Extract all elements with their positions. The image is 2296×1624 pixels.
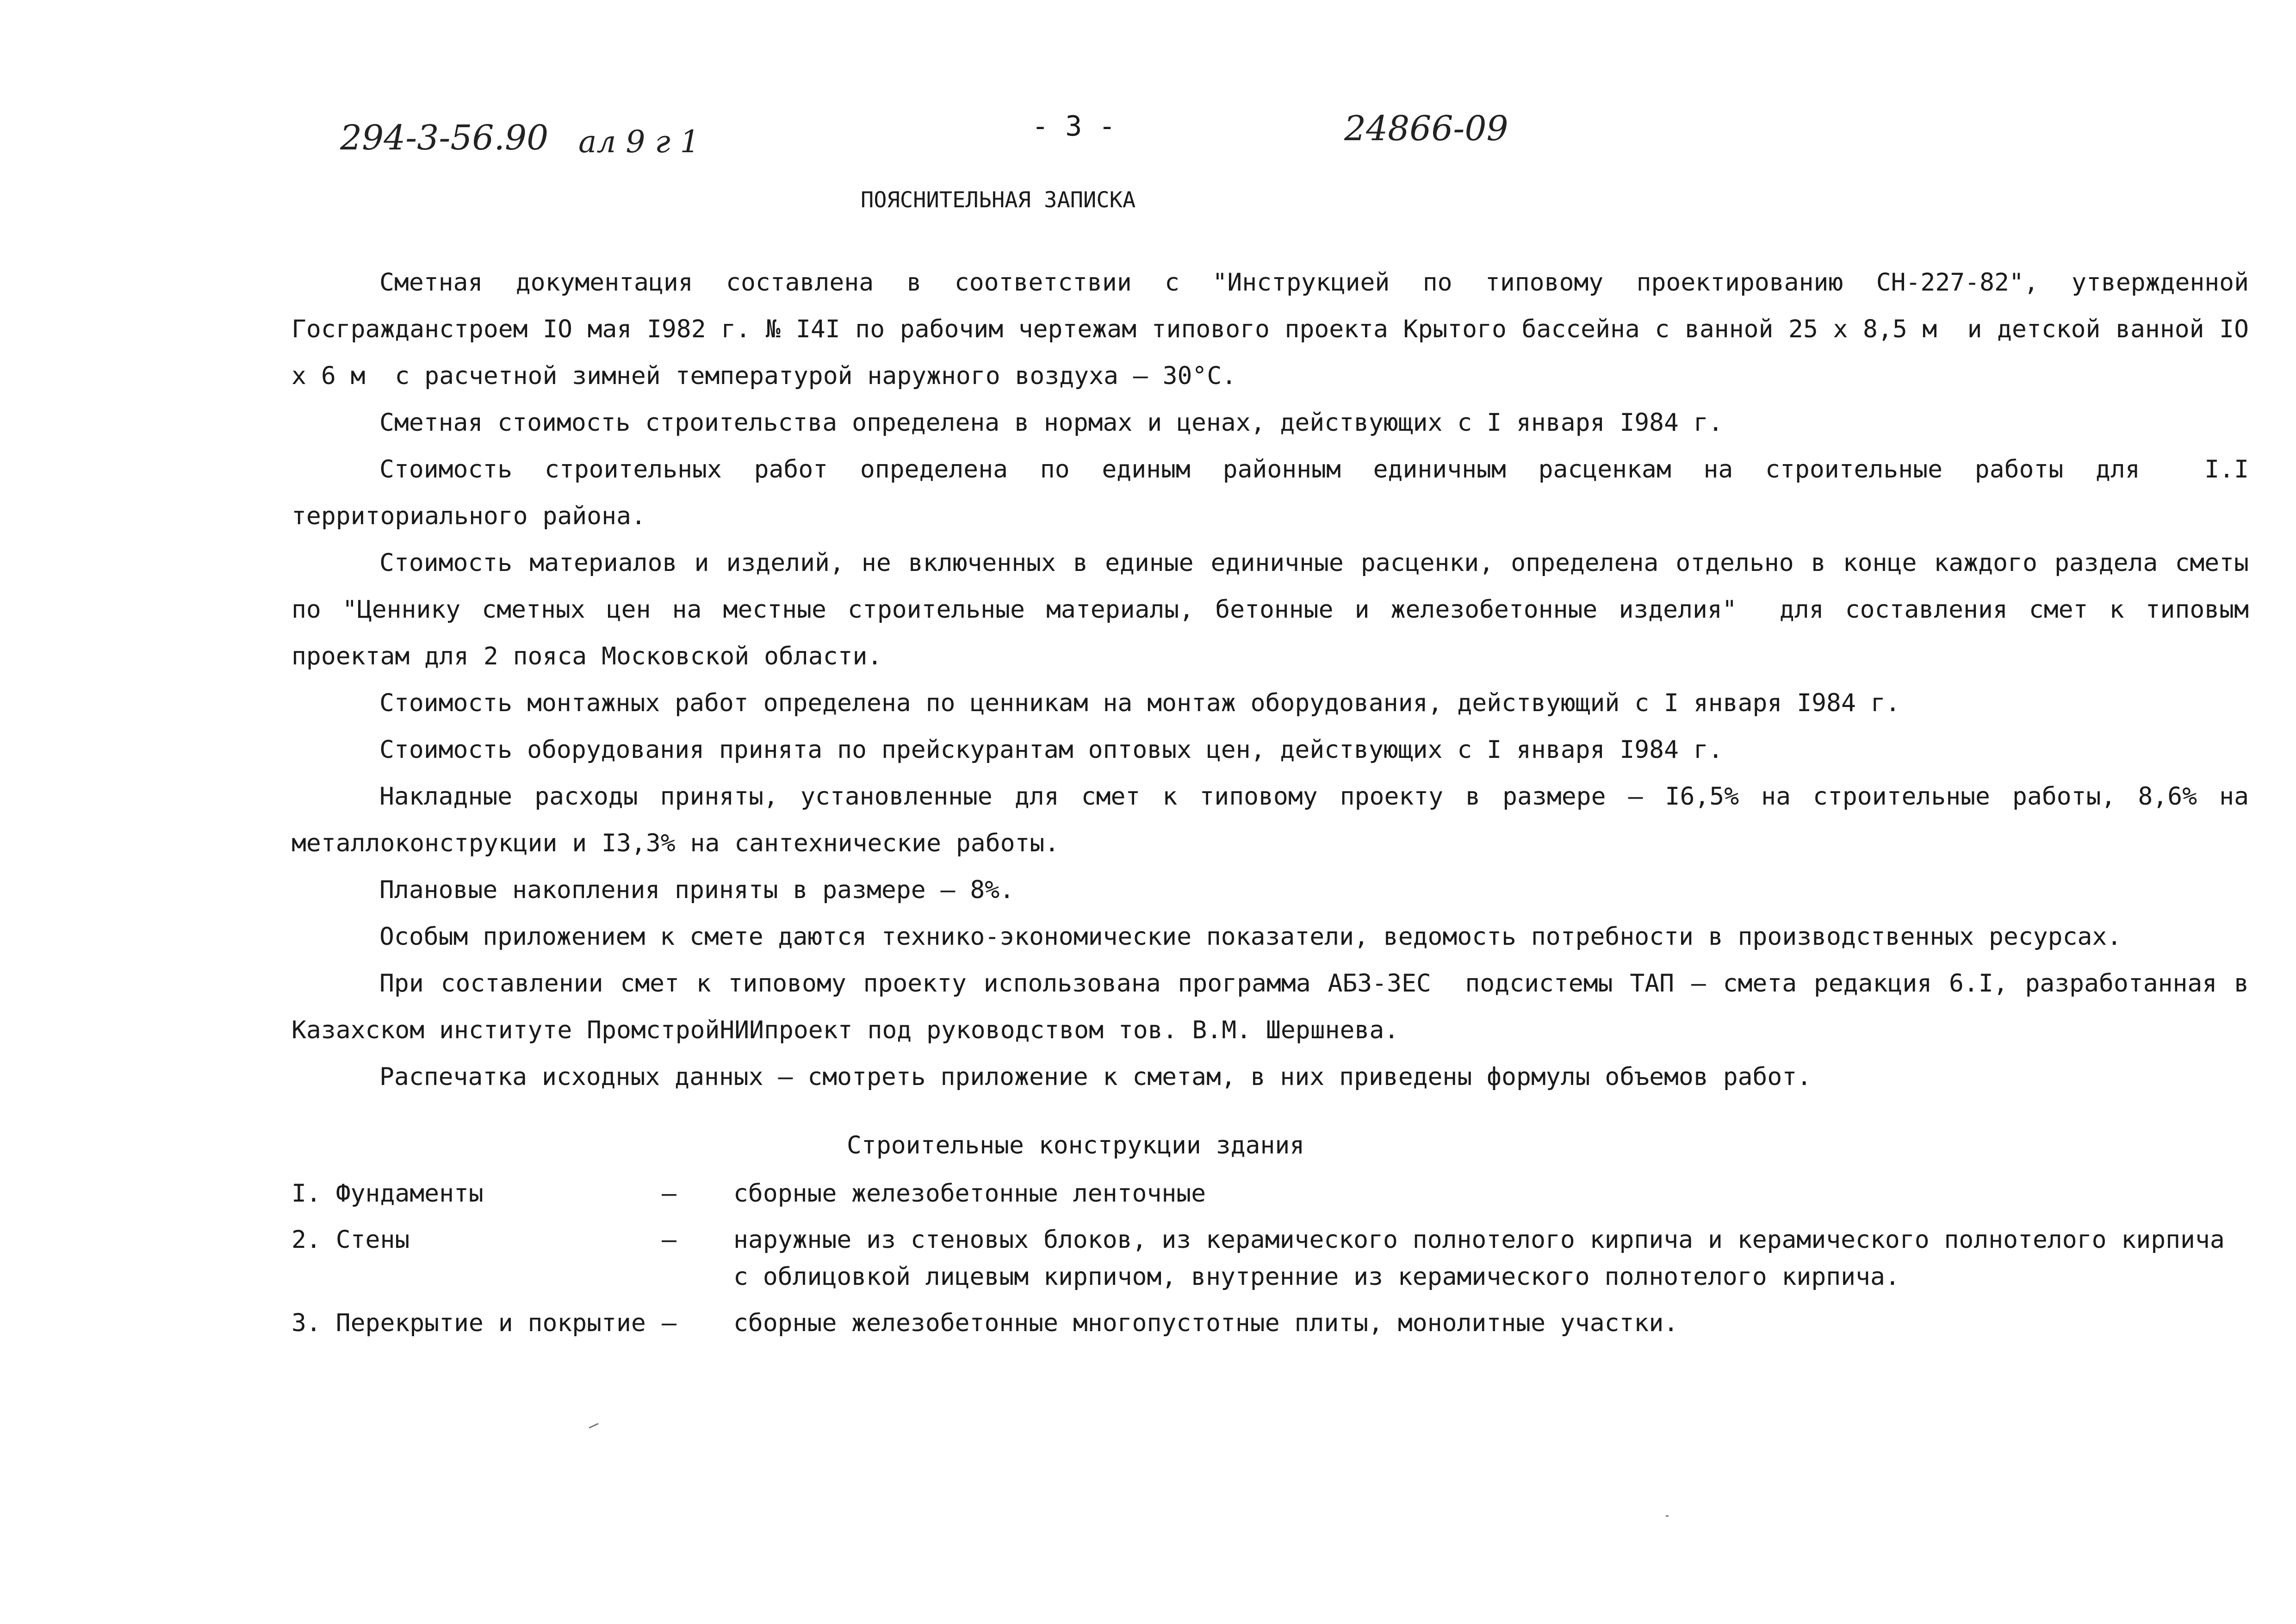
list-item [292,1305,2253,1342]
paragraph: Сметная документация составлена в соответствии с "Инструкцией по типовому проектированию СН-227-82", утвержденной Госгражданстроем IO мая I982 г. № I4I по рабочим чертежам типового проекта Крытого бассейна с ванной 25 х 8,5 м и детской ванной IO х 6 м с расчетной зимней температурой наружного воздуха – 30°С. [292,268,2264,390]
paragraph: Распечатка исходных данных – смотреть приложение к сметам, в них приведены формулы объемов работ. [379,1063,1812,1091]
paragraph: Стоимость строительных работ определена по единым районным единичным расценкам на строительные работы для I.I территориального района. [292,455,2278,530]
construction-name: 2. Стены [292,1226,410,1254]
list-item [292,1221,2253,1295]
construction-dash: – [662,1179,676,1208]
paragraph: При составлении смет к типовому проекту использована программа АБЗ-ЗЕС подсистемы ТАП – смета редакция 6.I, разработанная в Казахском институте ПромстройНИИпроект под руководством тов. В.М. Шершнева. [292,969,2264,1044]
page-title: ПОЯСНИТЕЛЬНАЯ ЗАПИСКА [861,187,1136,213]
paragraph: Накладные расходы приняты, установленные для смет к типовому проекту в размере – I6,5% на строительные работы, 8,6% на металлоконструкции и I3,3% на сантехнические работы. [292,782,2264,857]
construction-name: 3. Перекрытие и покрытие [292,1309,646,1337]
paragraph: Сметная стоимость строительства определена в нормах и ценах, действующих с I января I984 г. [379,409,1723,437]
construction-name: I. Фундаменты [292,1179,484,1208]
paragraph: Плановые накопления приняты в размере – 8%. [379,876,1015,904]
construction-description: сборные железобетонные многопустотные плиты, монолитные участки. [733,1309,1679,1337]
paragraph: Стоимость оборудования принята по прейскурантам оптовых цен, действующих с I января I984 г. [379,736,1723,764]
paragraph: Стоимость монтажных работ определена по ценникам на монтаж оборудования, действующий с I января I984 г. [379,689,1900,717]
handwritten-document-code: 24866-09 [1344,109,1508,149]
scan-speck [1666,1515,1669,1517]
paragraph: Стоимость материалов и изделий, не включенных в единые единичные расценки, определена отдельно в конце каждого раздела сметы по "Ценнику сметных цен на местные строительные материалы, бетонные и железобетонные изделия" для составления смет к типовым проектам для 2 пояса Московской области. [292,549,2264,670]
section-title: Строительные конструкции здания [847,1131,1305,1159]
paragraph: Особым приложением к смете даются технико-экономические показатели, ведомость потребности в производственных ресурсах. [379,923,2122,951]
construction-description: наружные из стеновых блоков, из керамического полнотелого кирпича и керамического полнотелого кирпича с облицовкой лицевым кирпичом, внутренние из керамического полнотелого кирпича. [733,1226,2225,1291]
constructions-list [292,1175,2253,1351]
page-number: - 3 - [1032,110,1116,143]
construction-dash: – [662,1309,676,1337]
construction-dash: – [662,1226,676,1254]
explanatory-note-body [292,259,2278,1100]
handwritten-note: ал 9 г 1 [578,124,700,160]
list-item [292,1175,2253,1212]
handwritten-project-code: 294-3-56.90 [340,118,549,158]
scan-speck [589,1423,598,1428]
construction-description: сборные железобетонные ленточные [733,1179,1206,1208]
